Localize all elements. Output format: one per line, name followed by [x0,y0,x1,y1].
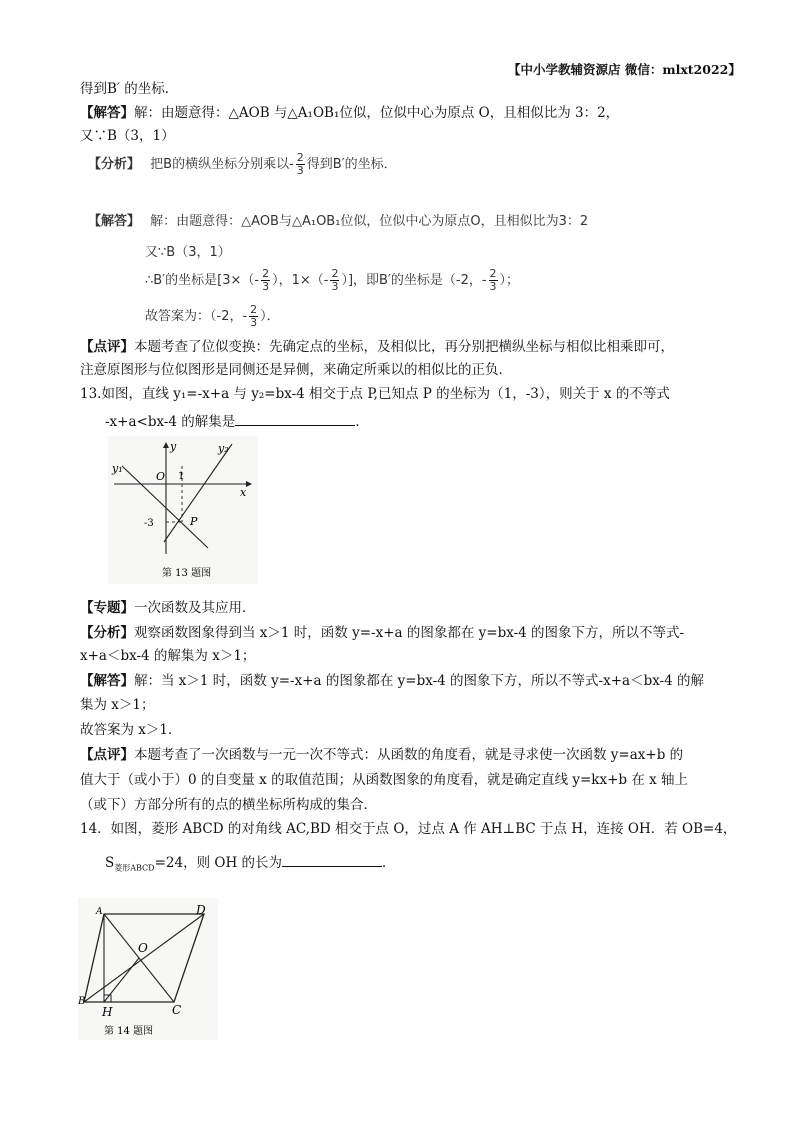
scan-analysis [88,152,397,177]
label-y: y [170,440,177,453]
label-c: C [172,1003,182,1017]
scan-answer-text: 解：由题意得：△AOB与△A₁OB₁位似，位似中心为原点O，且相似比为3：2 [150,214,589,229]
fraction: $\frac{2}{3}$ [489,267,497,293]
q14-stem-1: 14．如图，菱形 ABCD 的对角线 AC,BD 相交于点 O，过点 A 作 AH⊥BC 于点 H，连接 OH．若 OB=4， [80,821,737,837]
fraction: $\frac{2}{3}$ [250,303,258,329]
label-b: B [78,996,86,1007]
scan-analysis-post: 得到B′的坐标． [306,157,397,172]
fraction: $\frac{2}{3}$ [296,151,304,177]
answer-blank [282,852,382,867]
scan-coord: ∴B′的坐标是[3×（- $\frac{2}{3}$ ），1×（- $\frac{2}{3}$ ）]，即B′的坐标是（-2，- $\frac{2}{3}$ ）； [145,267,520,293]
prev-given: 又∵B（3，1） [80,128,175,144]
prev-line1: 得到B′ 的坐标． [80,81,179,97]
q13-topic: 【专题】一次函数及其应用． [80,600,256,616]
label-neg3: -3 [144,518,154,529]
answer-label: 【解答】 [80,105,134,121]
label-a: A [96,907,103,917]
answer-text: 解：由题意得：△AOB 与△A₁OB₁位似，位似中心为原点 O，且相似比为 3：2， [134,105,620,121]
prev-comment-2: 注意原图形与位似图形是同侧还是异侧，来确定所乘以的相似比的正负． [80,362,512,378]
q13-comment-3: （或下）方部分所有的点的横坐标所构成的集合． [80,797,377,813]
q14-figure [78,898,218,1040]
q13-answer-1: 【解答】解：当 x＞1 时，函数 y=-x+a 的图象都在 y=bx-4 的图象下方，所以不等式-x+a＜bx-4 的解 [80,673,705,689]
answer-blank [235,411,355,426]
label-y1: y₁ [112,462,123,475]
q14-stem-2: $S_{菱形ABCD}=24$，则 OH 的长为 ． [105,852,396,878]
q13-answer-3: 故答案为 x＞1． [80,722,182,738]
figure-caption: 第 13 题图 [162,568,212,579]
comment-label: 【点评】 [80,339,134,355]
scan-given: 又∵B（3，1） [145,245,231,260]
q13-analysis-1: 【分析】观察函数图象得到当 x＞1 时，函数 y=-x+a 的图象都在 y=bx-4 的图象下方，所以不等式- [80,625,685,641]
figure-background [108,436,258,584]
scan-analysis-pre: 把B的横纵坐标分别乘以- [150,157,294,172]
q13-analysis-2: x+a＜bx-4 的解集为 x＞1； [80,648,256,664]
q13-stem-1: 13.如图，直线 y₁=-x+a 与 y₂=bx-4 相交于点 P,已知点 P 的坐标为（1，-3），则关于 x 的不等式 [80,386,670,402]
prev-answer [80,104,619,123]
scan-answer [88,210,588,229]
prev-comment: 【点评】本题考查了位似变换：先确定点的坐标，及相似比，再分别把横纵坐标与相似比相乘即可， [80,339,674,355]
scan-analysis-label: 【分析】 [88,157,141,172]
figure-caption: 第 14 题图 [104,1026,154,1037]
label-y2: y₂ [218,442,229,455]
label-x: x [240,486,247,499]
q13-comment-2: 值大于（或小于）0 的自变量 x 的取值范围；从函数图象的角度看，就是确定直线 y=kx+b 在 x 轴上 [80,772,689,788]
scan-final: 故答案为：（-2，- $\frac{2}{3}$ ）． [145,303,280,329]
header-watermark: 【中小学教辅资源店 微信：mlxt2022】 [508,62,741,77]
q13-answer-2: 集为 x＞1； [80,697,155,713]
label-h: H [102,1005,113,1019]
q13-figure [108,436,258,584]
fraction: $\frac{2}{3}$ [262,267,270,293]
label-one: 1 [178,471,185,482]
label-o: O [138,941,148,955]
label-origin: O [156,470,166,483]
label-p: P [190,515,198,528]
scan-answer-label: 【解答】 [88,214,141,229]
q13-comment-1: 【点评】本题考查了一次函数与一元一次不等式：从函数的角度看，就是寻求使一次函数 y=ax+b 的 [80,747,684,763]
fraction: $\frac{2}{3}$ [331,267,339,293]
label-d: D [196,903,206,917]
q13-stem-2: -x+a<bx-4 的解集是 ． [105,411,369,432]
